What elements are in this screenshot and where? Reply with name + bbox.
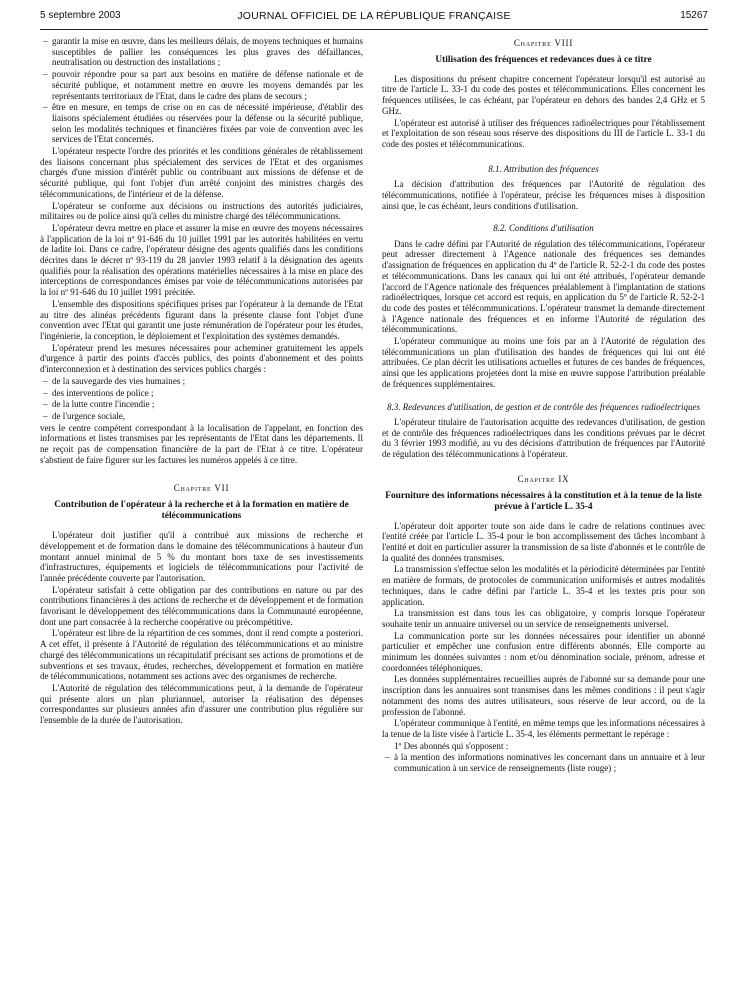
list-item: – à la mention des informations nominatives les concernant dans un annuaire et à leur communication à un service de renseignements (liste rouge) ; xyxy=(382,752,705,773)
chapter-title: Fourniture des informations nécessaires à la constitution et à la tenue de la liste prévue à l'article L. 35-4 xyxy=(385,490,702,512)
paragraph: La transmission est dans tous les cas obligatoire, y compris lorsque l'opérateur souhaite tenir un annuaire universel ou un service de renseignements universel. xyxy=(382,608,705,629)
paragraph: Les dispositions du présent chapitre concernent l'opérateur lorsqu'il est autorisé au titre de l'article L. 33-1 du code des postes et télécommunications. Elles concernent les fréquences utilisées, le cas échéant, par l'opérateur en dehors des bandes 2,4 GHz et 5 GHz. xyxy=(382,73,705,116)
paragraph: L'opérateur se conforme aux décisions ou instructions des autorités judiciaires, militaires ou de police ainsi qu'à celles du ministre chargé des télécommunications. xyxy=(40,200,363,222)
paragraph: 1º Des abonnés qui s'opposent : xyxy=(394,740,509,751)
paragraph: L'opérateur est libre de la répartition de ces sommes, dont il rend compte a posteriori. A cet effet, il présente à l'Autorité de régulation des télécommunications et au ministre chargé des télécommunications un récapitulatif précisant ses actions de promotions et de subventions et ses travaux, études, recherches, développement et formation en matière de télécommunications, notamment ses actions avec des organismes de recherche. xyxy=(40,628,363,682)
paragraph: L'opérateur doit apporter toute son aide dans le cadre de relations continues avec l'entité créée par l'article L. 35-4 pour le bon accomplissement des tâches incombant à l'entité et doit en particulier assurer la transmission de sa liste d'abonnés et le contrôle de la qualité des données transmises. xyxy=(382,520,705,563)
section-heading: 8.2. Conditions d'utilisation xyxy=(493,223,594,234)
paragraph: La communication porte sur les données nécessaires pour identifier un abonné particulier et empêcher une confusion entre différents abonnés. Elle comporte au minimum les données suivantes : nom et/ou dénomination sociale, prénom, adresse et coordonnées téléphoniques. xyxy=(382,630,705,673)
paragraph: L'opérateur devra mettre en place et assurer la mise en œuvre des moyens nécessaires à l'application de la loi nº 91-646 du 10 juillet 1991 par les autorités habilitées en vertu de ladite loi. Dans ce cadre, l'opérateur désigne des agents qualifiés dans les conditions décrites dans le décret nº 93-119 du 28 janvier 1993 relatif à la désignation des agents qualifiés pour la réalisation des opérations matérielles nécessaires à la mise en place des interceptions de correspondances émises par voie de télécommunications autorisées par la loi nº 91-646 du 10 juillet 1991 précitée. xyxy=(40,222,363,298)
list-item: – des interventions de police ; xyxy=(40,388,363,399)
chapter-title: Utilisation des fréquences et redevances dues à ce titre xyxy=(435,54,652,65)
header-rule xyxy=(40,29,708,30)
list-item: – de l'urgence sociale, xyxy=(40,411,363,422)
section-heading: 8.1. Attribution des fréquences xyxy=(488,163,599,174)
bullet-item: – garantir la mise en œuvre, dans les meilleurs délais, de moyens techniques et humains susceptibles de pallier les conséquences les plus graves des défaillances, neutralisation ou destruction des installations ; xyxy=(40,36,363,68)
paragraph: L'opérateur communique au moins une fois par an à l'Autorité de régulation des télécommunications un plan d'utilisation des bandes de fréquences qui lui ont été attribuées. Ce plan décrit les utilisations actuelles et futures de ces bandes de fréquences, ainsi que les applications projetées dont la mise en œuvre suppose l'attribution préalable de fréquences supplémentaires. xyxy=(382,336,705,389)
paragraph: vers le centre compétent correspondant à la localisation de l'appelant, en fonction des informations et listes transmises par les représentants de l'Etat dans les départements. Il ne reçoit pas de compensation financière de la part de l'Etat à ce titre. L'opérateur s'abstient de faire figurer sur les factures les numéros appelés à ce titre. xyxy=(40,422,363,465)
paragraph: La transmission s'effectue selon les modalités et la périodicité déterminées par l'entité en matière de formats, de protocoles de communication uniformisés et autres modalités techniques, dans le cadre défini par l'article L. 35-4 et les textes pris pour son application. xyxy=(382,564,705,607)
list-item: – de la lutte contre l'incendie ; xyxy=(40,399,363,410)
bullet-item: – pouvoir répondre pour sa part aux besoins en matière de défense nationale et de sécurité publique, et notamment mettre en œuvre les moyens demandés par les représentants territoriaux de l'Etat, dans le cadre des plans de secours ; xyxy=(40,69,363,101)
paragraph: L'opérateur doit justifier qu'il a contribué aux missions de recherche et développement et de formation dans le domaine des télécommunications à hauteur d'un montant annuel minimal de 5 % du montant hors taxe de ses investissements d'infrastructures, équipements et logiciels de télécommunications pour l'activité de l'année précédente couverte par l'autorisation. xyxy=(40,530,363,583)
chapter-label: Chapitre VII xyxy=(173,483,230,494)
paragraph: L'Autorité de régulation des télécommunications peut, à la demande de l'opérateur qui présente alors un plan pluriannuel, autoriser la réalisation des dépenses correspondantes sur plusieurs années afin d'assurer une contribution plus régulière sur l'ensemble de la durée de l'autorisation. xyxy=(40,682,363,726)
section-heading: 8.3. Redevances d'utilisation, de gestion et de contrôle des fréquences radioélectriques xyxy=(386,401,701,412)
paragraph: L'opérateur communique à l'entité, en même temps que les informations nécessaires à la tenue de la liste visée à l'article L. 35-4, les éléments permettant le repérage : xyxy=(382,718,705,739)
list-item: – de la sauvegarde des vies humaines ; xyxy=(40,376,363,387)
header-date: 5 septembre 2003 xyxy=(40,10,121,21)
right-column xyxy=(382,36,705,984)
bullet-item: – être en mesure, en temps de crise ou en cas de nécessité impérieuse, d'établir des liaisons spécialement étudiées ou réservées pour la défense ou la sécurité publique, selon les modalités techniques et financières fixées par voie de convention avec les services de l'Etat concernés. xyxy=(40,102,363,145)
left-column xyxy=(40,36,363,984)
paragraph: L'ensemble des dispositions spécifiques prises par l'opérateur à la demande de l'Etat au titre des alinéas précédents figurant dans la présente clause font l'objet d'une convention avec l'Etat qui garantit une juste rémunération de l'opérateur pour les études, l'ingénierie, la conception, le déploiement et l'exploitation des systèmes demandés. xyxy=(40,298,363,341)
journal-title: JOURNAL OFFICIEL DE LA RÉPUBLIQUE FRANÇAISE xyxy=(237,10,511,22)
paragraph: L'opérateur titulaire de l'autorisation acquitte des redevances d'utilisation, de gestion et de contrôle des fréquences radioélectriques dans les conditions prévues par le décret du 3 février 1993 modifié, au vu des décisions d'attribution de fréquences par l'Autorité de régulation des télécommunications à l'opérateur. xyxy=(382,417,705,460)
paragraph: Dans le cadre défini par l'Autorité de régulation des télécommunications, l'opérateur peut adresser directement à l'Agence nationale des fréquences ses demandes d'assignation de fréquences en application du 4º de l'article R. 52-2-1 du code des postes et télécommunications. Dans les canaux qui lui ont été attribués, l'opérateur demande l'accord de l'Agence nationale des fréquences préalablement à l'implantation de stations radioélectriques, lorsque cet accord est requis, en application du 5º de l'article R. 52-2-1 du code des postes et télécommunications. L'opérateur transmet la demande directement à l'Agence nationale des fréquences et en informe l'Autorité de régulation des télécommunications. xyxy=(382,238,705,335)
page-header xyxy=(40,10,708,30)
chapter-title: Contribution de l'opérateur à la recherche et à la formation en matière de télécommunications xyxy=(54,500,349,522)
paragraph: L'opérateur est autorisé à utiliser des fréquences radioélectriques pour l'établissement et l'exploitation de son réseau sous réserve des dispositions du III de l'article L. 33-1 du code des postes et télécommunications. xyxy=(382,117,705,149)
chapter-label: Chapitre VIII xyxy=(513,38,574,48)
paragraph: L'opérateur respecte l'ordre des priorités et les conditions générales de rétablissement des liaisons concernant plus spécialement des services de l'Etat et des organismes chargés d'une mission d'intérêt public ou contribuant aux missions de défense et de sécurité publique, qui font l'objet d'un arrêté conjoint des ministres chargés des télécommunications, de l'intérieur et de la défense. xyxy=(40,146,363,199)
chapter-label: Chapitre IX xyxy=(517,473,570,484)
paragraph: L'opérateur satisfait à cette obligation par des contributions en nature ou par des contributions financières à des actions de recherche et de développement et de formation favorisant le développement des télécommunications dans la Communauté européenne, dont une part consacrée à la recherche coopérative ou précompétitive. xyxy=(40,584,363,627)
paragraph: L'opérateur prend les mesures nécessaires pour acheminer gratuitement les appels d'urgence à partir des points d'accès publics, des points d'abonnement et des points d'interconnexion et à destination des services publics chargés : xyxy=(40,342,363,375)
page-number: 15267 xyxy=(680,10,708,21)
paragraph: La décision d'attribution des fréquences par l'Autorité de régulation des télécommunications, notifiée à l'opérateur, précise les fréquences mises à disposition ainsi que, le cas échéant, leurs conditions d'utilisation. xyxy=(382,179,705,211)
paragraph: Les données supplémentaires recueillies auprès de l'abonné sur sa demande pour une inscription dans les annuaires sont transmises dans les mêmes conditions : il peut s'agir notamment des noms des autres utilisateurs, sous réserve de leur accord, ou de la profession de l'abonné. xyxy=(382,674,705,717)
